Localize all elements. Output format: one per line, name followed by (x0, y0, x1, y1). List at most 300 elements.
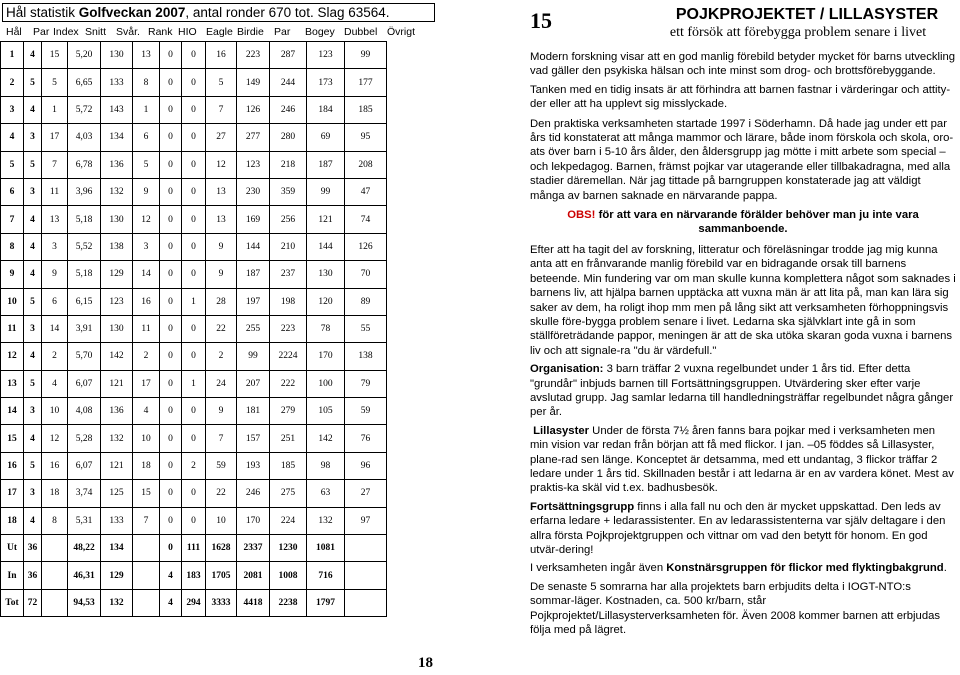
table-cell: 2238 (270, 589, 307, 616)
table-cell: 244 (270, 69, 307, 96)
table-cell: 138 (345, 343, 387, 370)
table-cell: 275 (270, 480, 307, 507)
table-cell: 121 (101, 452, 133, 479)
table-cell: In (1, 562, 24, 589)
table-cell: 18 (1, 507, 24, 534)
table-cell: 0 (160, 370, 182, 397)
table-cell: 24 (206, 370, 237, 397)
table-cell: 132 (307, 507, 345, 534)
table-cell: 1 (1, 42, 24, 69)
table-cell: 0 (182, 343, 206, 370)
table-row (1, 315, 387, 342)
table-cell: 0 (182, 42, 206, 69)
table-cell: 4 (160, 562, 182, 589)
table-cell (345, 589, 387, 616)
table-cell: 36 (24, 535, 42, 562)
table-cell: 74 (345, 206, 387, 233)
table-row (1, 261, 387, 288)
table-cell: 133 (101, 69, 133, 96)
table-cell: 121 (307, 206, 345, 233)
table-cell: 6 (1, 178, 24, 205)
table-cell: 36 (24, 562, 42, 589)
table-cell: 16 (133, 288, 160, 315)
konstnar-post: . (943, 562, 947, 575)
table-cell: 3 (24, 124, 42, 151)
table-row (1, 370, 387, 397)
table-cell: 9 (42, 261, 68, 288)
table-cell: 7 (206, 96, 237, 123)
table-cell: 5,72 (68, 96, 101, 123)
table-cell: 126 (345, 233, 387, 260)
table-row (1, 425, 387, 452)
paragraph-organisation (530, 362, 956, 420)
organisation-label: Organisation: (530, 363, 604, 376)
title-suffix: , antal ronder 670 tot. Slag 63564. (185, 5, 390, 20)
table-cell: 2224 (270, 343, 307, 370)
table-cell: 12 (133, 206, 160, 233)
table-cell: 98 (307, 452, 345, 479)
table-cell: 149 (237, 69, 270, 96)
table-row (1, 507, 387, 534)
table-cell: Ut (1, 535, 24, 562)
table-cell: 144 (237, 233, 270, 260)
table-cell: 0 (182, 151, 206, 178)
table-cell: 187 (307, 151, 345, 178)
table-cell: 27 (345, 480, 387, 507)
table-cell: 3 (24, 398, 42, 425)
table-cell: 0 (160, 507, 182, 534)
table-cell: 11 (1, 315, 24, 342)
table-cell: 4 (1, 124, 24, 151)
table-row (1, 398, 387, 425)
article-page (528, 0, 956, 675)
table-cell: 94,53 (68, 589, 101, 616)
table-cell: 223 (237, 42, 270, 69)
table-cell: 1081 (307, 535, 345, 562)
table-cell: 2 (206, 343, 237, 370)
table-cell: 13 (206, 178, 237, 205)
table-cell (345, 562, 387, 589)
table-cell: 132 (101, 425, 133, 452)
table-cell: 6,07 (68, 370, 101, 397)
table-cell: 4 (24, 206, 42, 233)
table-cell (133, 589, 160, 616)
table-cell: 59 (206, 452, 237, 479)
table-cell: 2081 (237, 562, 270, 589)
table-cell: 187 (237, 261, 270, 288)
table-cell: 10 (206, 507, 237, 534)
table-cell: 72 (24, 589, 42, 616)
obs-note (530, 208, 956, 237)
column-headers (2, 25, 422, 39)
table-cell: 14 (1, 398, 24, 425)
table-cell: 5,70 (68, 343, 101, 370)
table-cell: 2337 (237, 535, 270, 562)
table-cell: 0 (160, 398, 182, 425)
table-cell: 4,08 (68, 398, 101, 425)
table-row (1, 206, 387, 233)
konstnar-label: Konstnärsgruppen för flickor med flyktingbakgrund (666, 562, 944, 575)
column-header: Bogey (305, 26, 335, 38)
table-cell: 10 (133, 425, 160, 452)
table-cell: 9 (1, 261, 24, 288)
table-cell: 0 (182, 233, 206, 260)
table-cell: 59 (345, 398, 387, 425)
table-cell: 129 (101, 261, 133, 288)
hole-statistics-table (0, 41, 387, 617)
table-cell: 12 (206, 151, 237, 178)
table-cell: 78 (307, 315, 345, 342)
table-cell: 3 (24, 480, 42, 507)
table-cell: 14 (133, 261, 160, 288)
table-cell: 134 (101, 124, 133, 151)
table-cell: 716 (307, 562, 345, 589)
table-cell: 1 (182, 288, 206, 315)
title-prefix: Hål statistik (6, 5, 79, 20)
table-cell: 210 (270, 233, 307, 260)
table-cell: 12 (1, 343, 24, 370)
table-cell: 2 (1, 69, 24, 96)
page-number-right: 15 (530, 8, 552, 33)
paragraph-lillasyster (530, 424, 956, 496)
table-cell: 123 (307, 42, 345, 69)
table-cell: 0 (160, 452, 182, 479)
table-cell: 79 (345, 370, 387, 397)
table-cell (42, 535, 68, 562)
table-cell: 4 (133, 398, 160, 425)
table-cell: 130 (101, 206, 133, 233)
table-cell: 173 (307, 69, 345, 96)
totals-row (1, 562, 387, 589)
table-cell: 130 (307, 261, 345, 288)
table-cell: 5,18 (68, 206, 101, 233)
table-cell: 5,20 (68, 42, 101, 69)
table-cell: 134 (101, 535, 133, 562)
column-header: Eagle (206, 26, 233, 38)
table-cell: 99 (307, 178, 345, 205)
table-cell: 277 (237, 124, 270, 151)
table-cell: 255 (237, 315, 270, 342)
table-cell: 15 (1, 425, 24, 452)
table-cell: 0 (182, 261, 206, 288)
table-cell: 0 (160, 233, 182, 260)
table-cell: 76 (345, 425, 387, 452)
table-row (1, 343, 387, 370)
table-cell: 0 (182, 425, 206, 452)
table-cell: 16 (42, 452, 68, 479)
table-cell: 13 (42, 206, 68, 233)
paragraph-konstnar (530, 561, 956, 575)
table-cell: 3,96 (68, 178, 101, 205)
table-cell: 7 (206, 425, 237, 452)
golf-statistics-page (0, 0, 440, 675)
table-cell: 169 (237, 206, 270, 233)
table-cell: 22 (206, 480, 237, 507)
table-cell: 10 (1, 288, 24, 315)
table-cell: 11 (133, 315, 160, 342)
table-cell: 0 (160, 315, 182, 342)
table-cell: 126 (237, 96, 270, 123)
table-cell: 1797 (307, 589, 345, 616)
table-cell: 218 (270, 151, 307, 178)
table-cell: 1230 (270, 535, 307, 562)
table-cell: 170 (307, 343, 345, 370)
table-cell (133, 535, 160, 562)
table-row (1, 233, 387, 260)
table-cell: 0 (160, 124, 182, 151)
article-subheading: ett försök att förebygga problem senare i livet (669, 25, 927, 40)
table-cell: 125 (101, 480, 133, 507)
table-cell: 3 (42, 233, 68, 260)
table-cell: 223 (270, 315, 307, 342)
table-cell: 144 (307, 233, 345, 260)
table-cell: 15 (133, 480, 160, 507)
table-cell: 5,28 (68, 425, 101, 452)
article-heading: POJKPROJEKTET / LILLASYSTER (675, 6, 939, 23)
table-cell: 0 (160, 535, 182, 562)
table-cell: 13 (1, 370, 24, 397)
table-cell: 280 (270, 124, 307, 151)
table-cell (345, 535, 387, 562)
table-cell: 132 (101, 178, 133, 205)
table-cell: 3 (1, 96, 24, 123)
table-cell: 7 (1, 206, 24, 233)
table-cell: 4 (24, 507, 42, 534)
table-cell: 3 (133, 233, 160, 260)
table-cell: 5 (24, 69, 42, 96)
table-cell: 1008 (270, 562, 307, 589)
table-row (1, 69, 387, 96)
paragraph-2: Tanken med en tidig insats är att förhindra att barnen fastnar i värderingar och attity-der eller att ha upplevt sig misslyckade. (530, 83, 951, 111)
table-cell: 5 (42, 69, 68, 96)
table-cell: 6,15 (68, 288, 101, 315)
table-cell: 18 (133, 452, 160, 479)
column-header: Birdie (237, 26, 264, 38)
lillasyster-label: Lillasyster (533, 424, 590, 437)
column-header: HIO (178, 26, 197, 38)
table-cell: 9 (206, 398, 237, 425)
table-cell: 0 (160, 261, 182, 288)
fortsattning-text: finns i alla fall nu och den är mycket uppskattad. Den leds av erfarna ledare + ledarassistenter. En av ledarassistenterna var själv deltagare i den allra första Pojkprojektgruppen och vittnar om vad den betytt för honom. En god utvär-dering! (530, 500, 946, 556)
table-cell: 4 (24, 343, 42, 370)
table-cell: 0 (182, 96, 206, 123)
table-cell: 11 (42, 178, 68, 205)
page-number-left: 18 (418, 655, 433, 671)
table-cell: 105 (307, 398, 345, 425)
table-cell: 184 (307, 96, 345, 123)
table-cell: 3 (24, 178, 42, 205)
table-cell: 17 (133, 370, 160, 397)
table-cell: Tot (1, 589, 24, 616)
obs-text: för att vara en närvarande förälder behöver man ju inte vara sammanboende. (595, 209, 919, 236)
table-cell: 181 (237, 398, 270, 425)
table-cell: 279 (270, 398, 307, 425)
table-cell: 1 (42, 96, 68, 123)
table-cell: 0 (160, 206, 182, 233)
table-row (1, 42, 387, 69)
table-cell: 230 (237, 178, 270, 205)
table-cell: 13 (133, 42, 160, 69)
article-body (530, 50, 956, 641)
table-row (1, 124, 387, 151)
table-cell: 4 (42, 370, 68, 397)
table-cell: 4,03 (68, 124, 101, 151)
table-cell: 9 (133, 178, 160, 205)
table-cell: 6,78 (68, 151, 101, 178)
table-cell: 193 (237, 452, 270, 479)
table-cell: 136 (101, 151, 133, 178)
table-cell: 15 (42, 42, 68, 69)
paragraph-1: Modern forskning visar att en god manlig förebild betyder mycket för barns utveckling vad gäller den psykiska hälsan och inte minst som drog- och brottsförebyggande. (530, 51, 956, 78)
column-header: Index (53, 26, 79, 38)
table-cell: 0 (160, 343, 182, 370)
table-cell: 4 (24, 42, 42, 69)
table-cell: 3,74 (68, 480, 101, 507)
table-cell: 5 (24, 288, 42, 315)
table-cell: 14 (42, 315, 68, 342)
table-cell: 4 (24, 261, 42, 288)
table-cell: 6,65 (68, 69, 101, 96)
table-cell: 0 (182, 124, 206, 151)
table-cell: 4 (24, 96, 42, 123)
title-bold: Golfveckan 2007 (78, 5, 186, 20)
table-cell: 0 (160, 42, 182, 69)
table-cell: 142 (101, 343, 133, 370)
statistics-title (2, 3, 435, 22)
table-cell: 197 (237, 288, 270, 315)
table-cell: 5 (1, 151, 24, 178)
table-cell (42, 562, 68, 589)
table-cell: 185 (345, 96, 387, 123)
table-cell: 0 (182, 206, 206, 233)
table-cell: 130 (101, 42, 133, 69)
table-cell: 16 (206, 42, 237, 69)
table-cell: 12 (42, 425, 68, 452)
paragraph-fortsattning (530, 500, 956, 558)
table-cell: 46,31 (68, 562, 101, 589)
column-header: Dubbel (344, 26, 378, 38)
column-header: Par (274, 26, 291, 38)
table-cell: 17 (42, 124, 68, 151)
table-cell: 0 (182, 398, 206, 425)
table-cell: 224 (270, 507, 307, 534)
table-cell: 69 (307, 124, 345, 151)
table-cell: 5 (133, 151, 160, 178)
table-cell: 5,52 (68, 233, 101, 260)
table-cell: 246 (270, 96, 307, 123)
table-cell: 237 (270, 261, 307, 288)
table-cell: 5,31 (68, 507, 101, 534)
table-cell: 130 (101, 315, 133, 342)
table-cell: 0 (160, 69, 182, 96)
table-cell: 142 (307, 425, 345, 452)
table-cell: 136 (101, 398, 133, 425)
table-cell: 129 (101, 562, 133, 589)
table-cell: 18 (42, 480, 68, 507)
totals-row (1, 535, 387, 562)
table-cell: 97 (345, 507, 387, 534)
table-cell: 0 (160, 425, 182, 452)
table-cell: 4 (24, 233, 42, 260)
table-cell: 6,07 (68, 452, 101, 479)
table-cell: 70 (345, 261, 387, 288)
table-cell: 95 (345, 124, 387, 151)
table-cell: 177 (345, 69, 387, 96)
table-cell: 6 (42, 288, 68, 315)
konstnar-pre: I verksamheten ingår även (530, 562, 667, 575)
table-row (1, 178, 387, 205)
table-cell: 6 (133, 124, 160, 151)
table-cell: 111 (182, 535, 206, 562)
paragraph-3: Den praktiska verksamheten startade 1997 i Söderhamn. Då hade jag under ett par års tid konstaterat att många mammor och lärare, både inom förskola och skola, oro-ats över barn i 5-10 års ålder, den åldersgrupp jag mötte i mitt arbete som special – och lekpedagog. Barnen, främst pojkar var utagerande eller tillbakadragna, med alla stadier däremellan. När jag tittade på barngruppen konstaterade jag att väldigt många av barnen saknade en närvarande pappa. (530, 117, 954, 202)
table-cell: 5,18 (68, 261, 101, 288)
table-cell: 123 (101, 288, 133, 315)
table-cell: 9 (206, 233, 237, 260)
table-cell: 5 (24, 151, 42, 178)
table-cell: 0 (160, 480, 182, 507)
table-cell: 13 (206, 206, 237, 233)
table-cell: 1 (133, 96, 160, 123)
column-header: Hål (6, 26, 22, 38)
table-cell: 208 (345, 151, 387, 178)
table-cell: 143 (101, 96, 133, 123)
table-cell: 3,91 (68, 315, 101, 342)
table-cell: 198 (270, 288, 307, 315)
table-cell: 0 (160, 178, 182, 205)
table-row (1, 96, 387, 123)
table-cell: 1705 (206, 562, 237, 589)
table-cell: 28 (206, 288, 237, 315)
table-cell: 4 (160, 589, 182, 616)
table-cell: 100 (307, 370, 345, 397)
column-header: Rank (148, 26, 173, 38)
table-cell (133, 562, 160, 589)
table-cell: 0 (160, 288, 182, 315)
table-cell: 99 (345, 42, 387, 69)
table-cell: 27 (206, 124, 237, 151)
table-cell: 207 (237, 370, 270, 397)
table-cell: 48,22 (68, 535, 101, 562)
column-header: Övrigt (387, 26, 416, 38)
table-cell: 89 (345, 288, 387, 315)
table-cell: 55 (345, 315, 387, 342)
table-cell: 22 (206, 315, 237, 342)
table-cell: 0 (160, 151, 182, 178)
table-cell: 0 (182, 69, 206, 96)
table-cell (42, 589, 68, 616)
table-cell: 9 (206, 261, 237, 288)
table-cell: 1 (182, 370, 206, 397)
table-cell: 132 (101, 589, 133, 616)
paragraph-4: Efter att ha tagit del av forskning, litteratur och föreläsningar trodde jag mig kunna anta att en frånvarande manlig förebild var en bidragande orsak till barnens beteende. Min fundering var om man skulle kunna komplettera något som saknades i barnens liv, att hjälpa barnen upptäcka att vuxna män är att lita på, man kan lära sig saker av dem, ha roligt ihop mm men på lång sikt att verksamheten förhoppningsvis skulle före-bygga problem senare i livet. Ledarna ska självklart inte gå in som ställföreträdande pappor, meningen är att de ska utöka skaran goda vuxna i barnens liv och att signale-ra "du är värdefull." (530, 243, 956, 357)
column-header: Snitt (85, 26, 107, 38)
table-cell: 121 (101, 370, 133, 397)
table-cell: 2 (133, 343, 160, 370)
table-cell: 256 (270, 206, 307, 233)
table-cell: 138 (101, 233, 133, 260)
table-cell: 1628 (206, 535, 237, 562)
table-cell: 0 (182, 178, 206, 205)
table-cell: 8 (42, 507, 68, 534)
table-cell: 0 (182, 480, 206, 507)
table-cell: 133 (101, 507, 133, 534)
table-cell: 5 (206, 69, 237, 96)
table-cell: 4418 (237, 589, 270, 616)
table-row (1, 151, 387, 178)
table-cell: 2 (42, 343, 68, 370)
table-cell: 157 (237, 425, 270, 452)
table-cell: 0 (182, 507, 206, 534)
